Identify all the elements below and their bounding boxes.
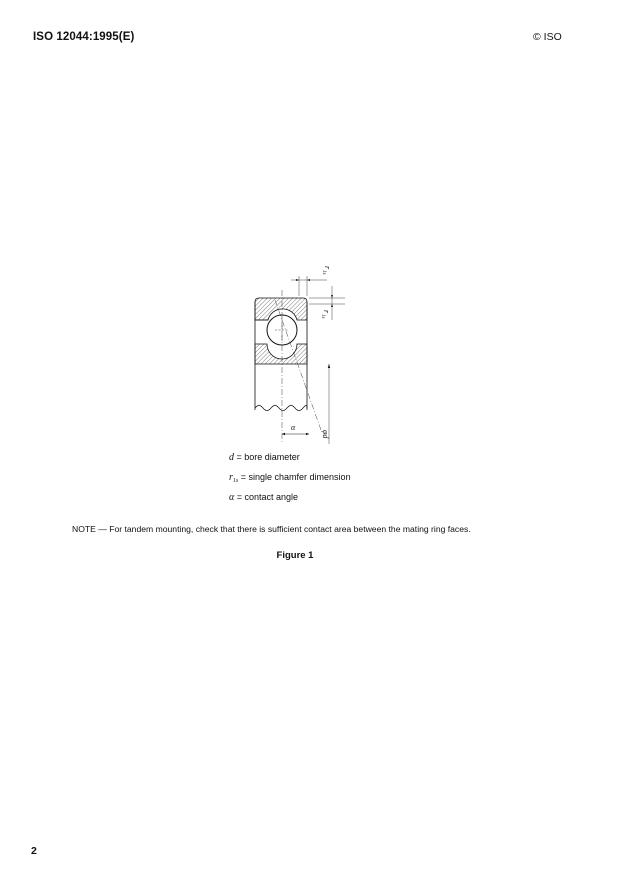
legend-symbol: r (229, 472, 233, 483)
bore-diameter-label: φd (321, 430, 330, 439)
legend-chamfer (229, 472, 351, 484)
figure-caption: Figure 1 (276, 550, 314, 561)
chamfer-side-label: r (322, 310, 331, 314)
chamfer-side-subscript: 1s (320, 314, 325, 319)
document-standard-id: ISO 12044:1995(E) (33, 31, 135, 43)
legend-text: = single chamfer dimension (240, 472, 351, 482)
page-number: 2 (31, 845, 37, 857)
alpha-label: α (291, 423, 296, 432)
inner-ring (255, 344, 307, 364)
chamfer-top-label: r (323, 266, 332, 270)
legend-symbol: α (229, 492, 235, 503)
chamfer-top-subscript: 1s (321, 270, 326, 275)
mounting-note: NOTE — For tandem mounting, check that there is sufficient contact area between the mating ring faces. (72, 524, 471, 534)
legend-text: = bore diameter (236, 452, 300, 462)
copyright-notice: © ISO (533, 31, 562, 43)
legend-bore-diameter (229, 452, 300, 463)
legend-contact-angle (229, 492, 298, 503)
legend-symbol: d (229, 452, 234, 463)
legend-text: = contact angle (236, 492, 299, 502)
bearing-cross-section-figure (235, 258, 355, 454)
legend-subscript: 1s (232, 478, 239, 484)
